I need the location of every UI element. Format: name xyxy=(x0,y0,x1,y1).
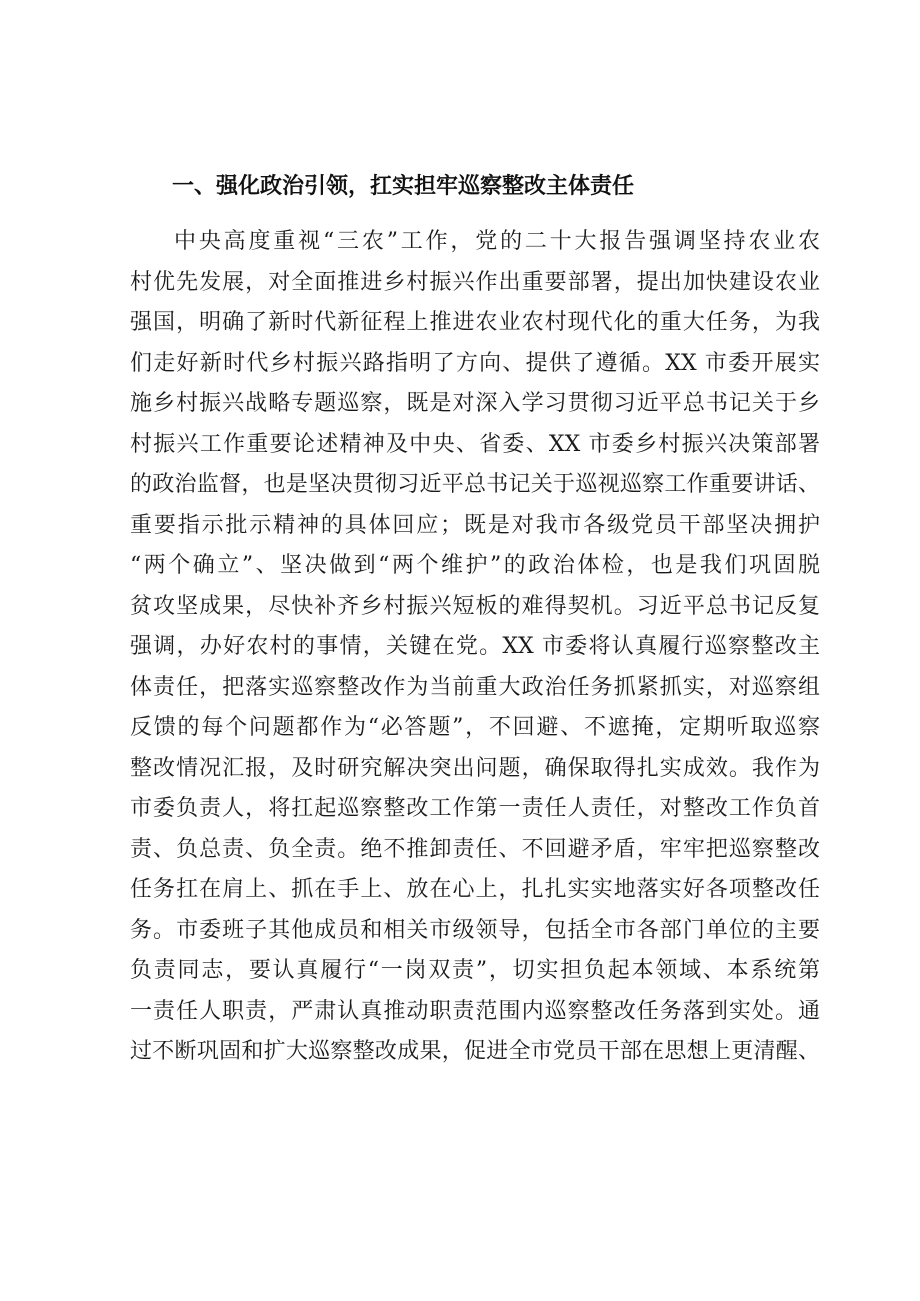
paragraph-line: 们走好新时代乡村振兴路指明了方向、提供了遵循。XX 市委开展实 xyxy=(130,350,820,376)
paragraph-line: 任务扛在肩上、抓在手上、放在心上，扎扎实实地落实好各项整改任 xyxy=(130,877,820,902)
paragraph-line: 反馈的每个问题都作为“必答题”，不回避、不遮掩，定期听取巡察 xyxy=(130,715,820,740)
paragraph-line: 村振兴工作重要论述精神及中央、省委、XX 市委乡村振兴决策部署 xyxy=(130,431,820,457)
body-paragraph xyxy=(130,226,820,1077)
section-heading: 一、强化政治引领，扛实担牢巡察整改主体责任 xyxy=(172,174,635,199)
paragraph-line: 负责同志，要认真履行“一岗双责”，切实担负起本领域、本系统第 xyxy=(130,958,820,983)
paragraph-line: 整改情况汇报，及时研究解决突出问题，确保取得扎实成效。我作为 xyxy=(130,755,820,781)
paragraph-line: 务。市委班子其他成员和相关市级领导，包括全市各部门单位的主要 xyxy=(130,917,820,943)
paragraph-line: 市委负责人，将扛起巡察整改工作第一责任人责任，对整改工作负首 xyxy=(130,796,820,821)
paragraph-line: 强调，办好农村的事情，关键在党。XX 市委将认真履行巡察整改主 xyxy=(130,634,820,659)
paragraph-line: 贫攻坚成果，尽快补齐乡村振兴短板的难得契机。习近平总书记反复 xyxy=(130,593,820,619)
paragraph-line: 责、负总责、负全责。绝不推卸责任、不回避矛盾，牢牢把巡察整改 xyxy=(130,836,820,862)
paragraph-line: 过不断巩固和扩大巡察整改成果，促进全市党员干部在思想上更清醒、 xyxy=(130,1039,820,1064)
paragraph-line: 中央高度重视“三农”工作，党的二十大报告强调坚持农业农 xyxy=(174,229,820,254)
paragraph-line: 重要指示批示精神的具体回应；既是对我市各级党员干部坚决拥护 xyxy=(130,512,820,538)
paragraph-line: 的政治监督，也是坚决贯彻习近平总书记关于巡视巡察工作重要讲话、 xyxy=(130,472,820,497)
paragraph-line: 一责任人职责，严肃认真推动职责范围内巡察整改任务落到实处。通 xyxy=(130,998,820,1024)
paragraph-line: 村优先发展，对全面推进乡村振兴作出重要部署，提出加快建设农业 xyxy=(130,269,820,295)
paragraph-line: 强国，明确了新时代新征程上推进农业农村现代化的重大任务，为我 xyxy=(130,310,820,335)
paragraph-line: 施乡村振兴战略专题巡察，既是对深入学习贯彻习近平总书记关于乡 xyxy=(130,391,820,416)
paragraph-line: “两个确立”、坚决做到“两个维护”的政治体检，也是我们巩固脱 xyxy=(130,553,820,578)
paragraph-line: 体责任，把落实巡察整改作为当前重大政治任务抓紧抓实，对巡察组 xyxy=(130,674,820,700)
